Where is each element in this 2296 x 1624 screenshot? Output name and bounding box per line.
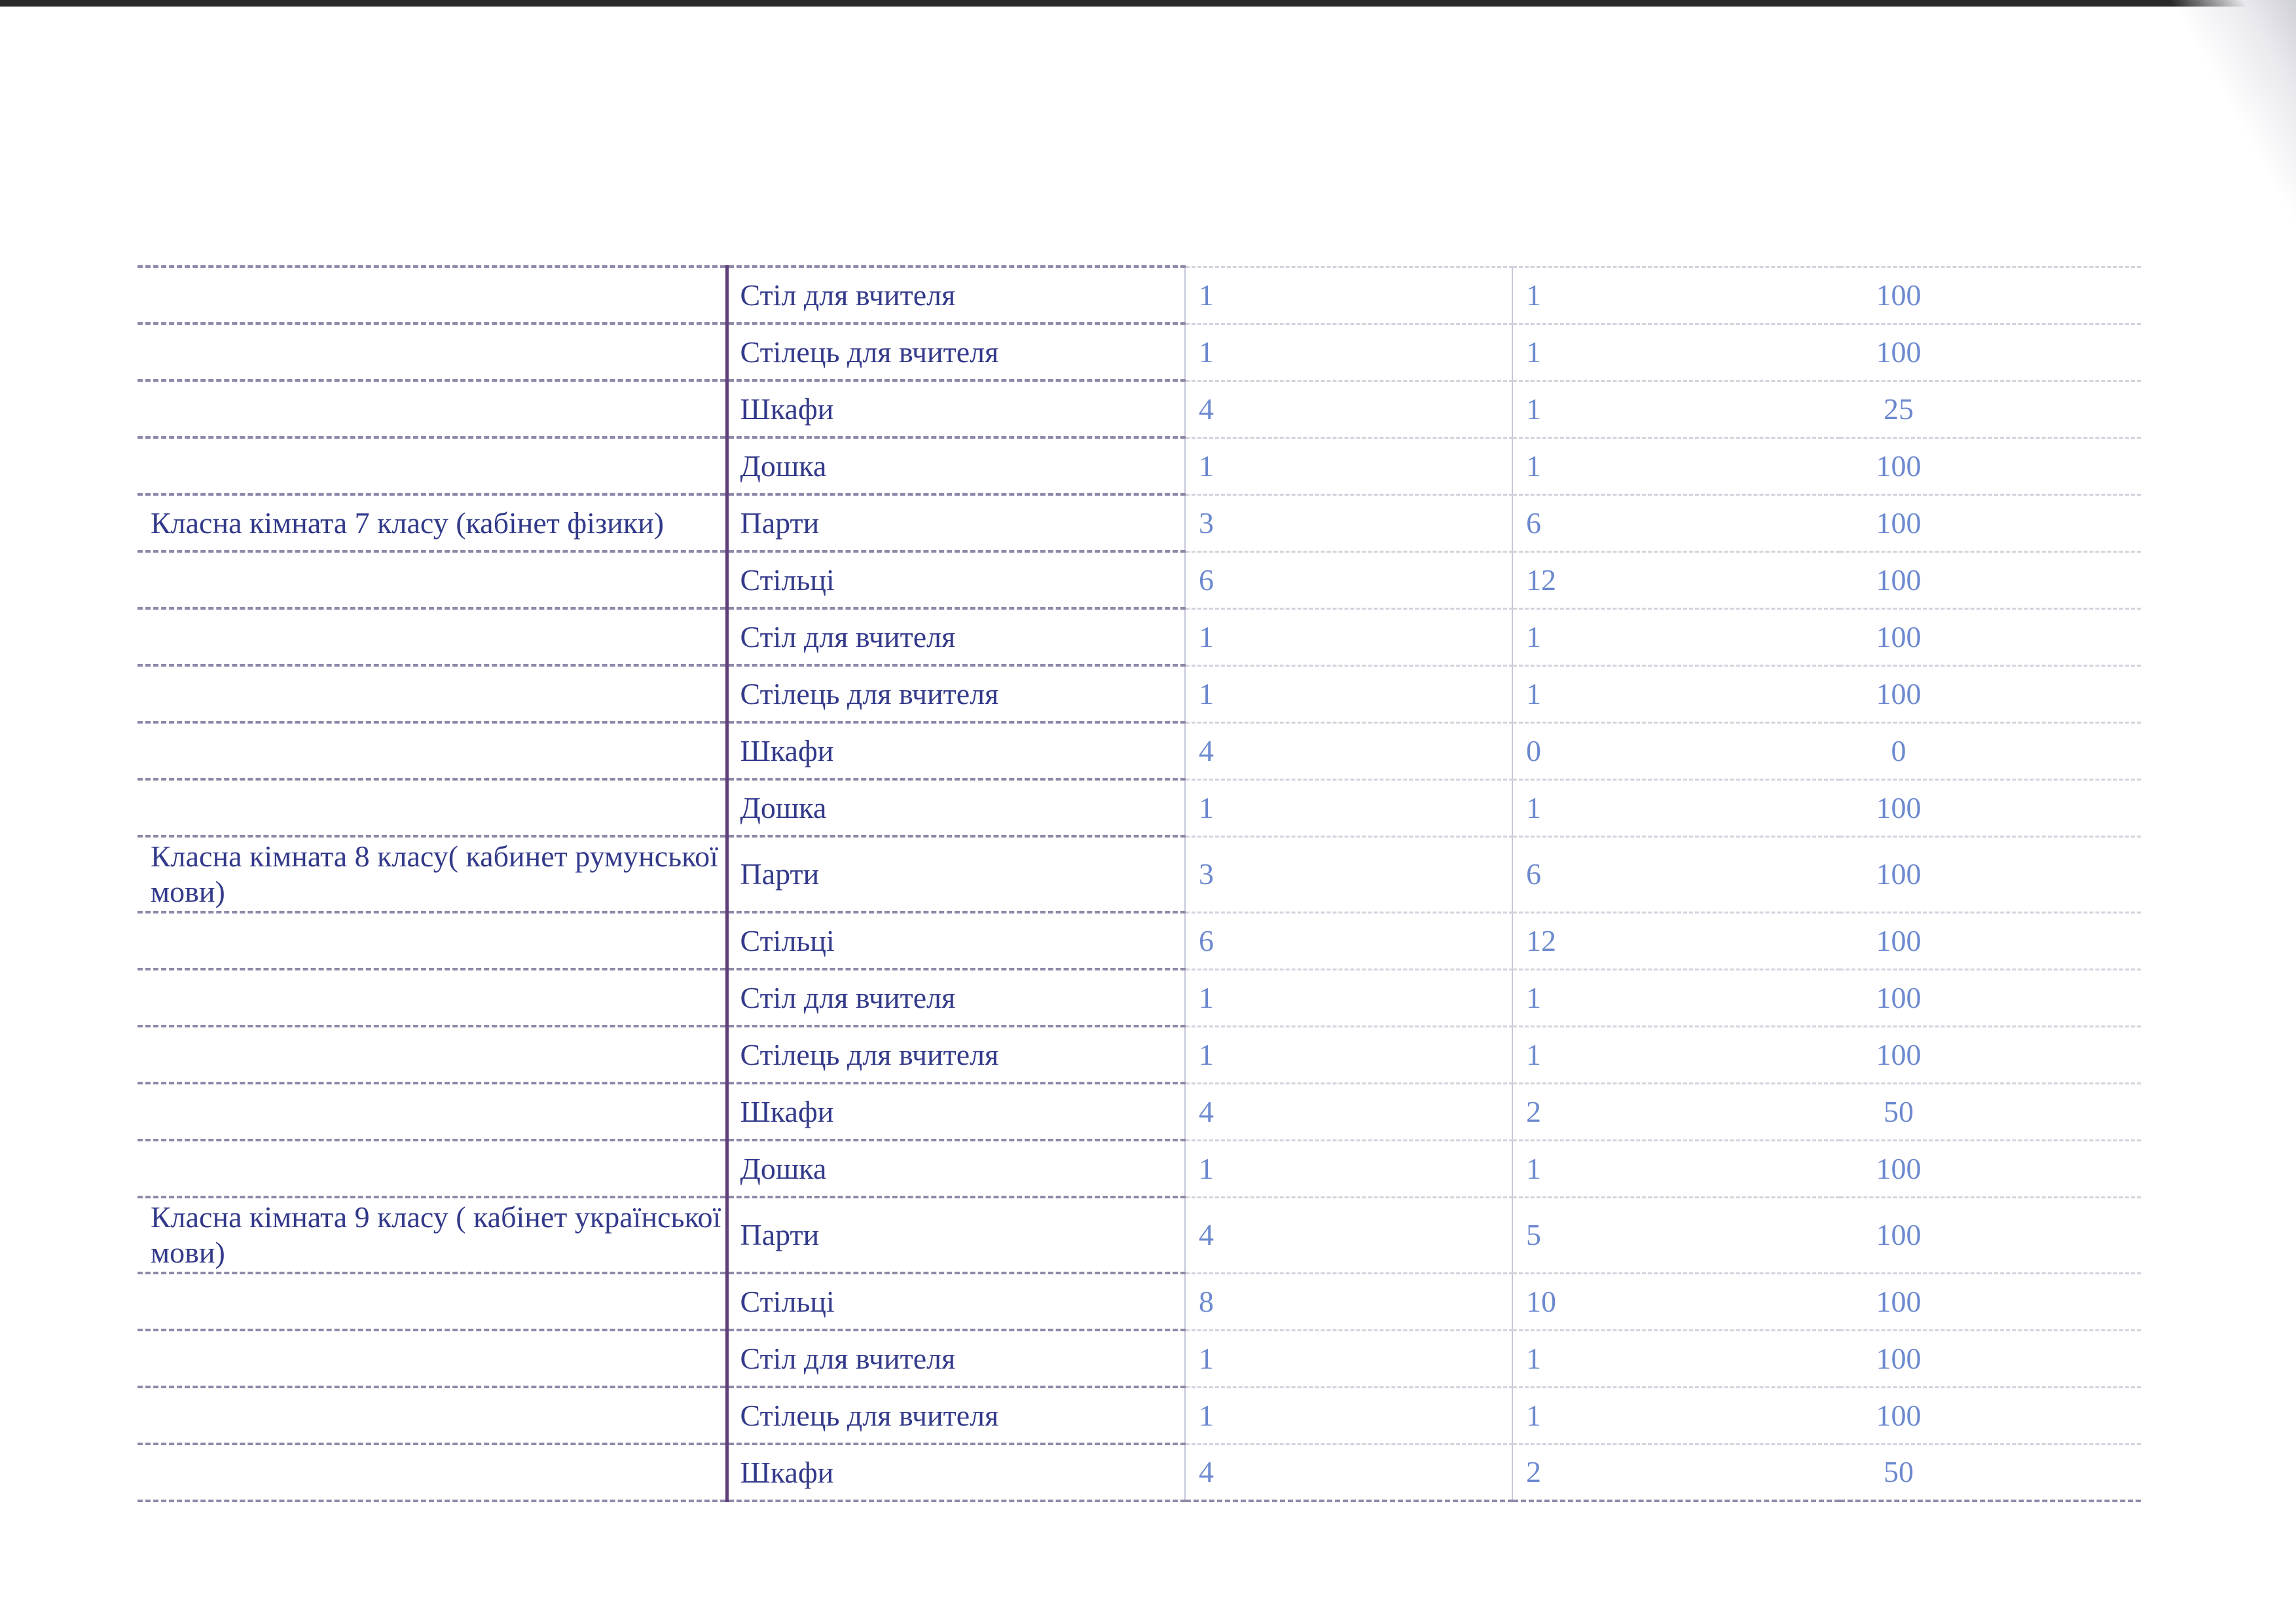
table-row (137, 836, 2141, 912)
percent-cell (1840, 836, 2141, 912)
item-cell: Стілець для вчителя (727, 323, 1185, 380)
item-cell: Шкафи (727, 1444, 1185, 1501)
required-count-cell: 1 (1185, 1330, 1512, 1387)
percent-cell (1840, 912, 2141, 969)
available-count-cell: 0 (1512, 722, 1840, 779)
item-cell: Стіл для вчителя (727, 608, 1185, 665)
required-count-cell: 1 (1185, 267, 1512, 323)
table-row (137, 665, 2141, 722)
percent-cell (1840, 1330, 2141, 1387)
required-count-cell: 1 (1185, 608, 1512, 665)
room-cell (137, 969, 727, 1026)
room-cell (137, 267, 727, 323)
percent-value: 100 (1876, 335, 1922, 369)
room-cell (137, 912, 727, 969)
available-count-cell: 1 (1512, 608, 1840, 665)
item-cell: Стілець для вчителя (727, 1387, 1185, 1444)
item-cell: Стіл для вчителя (727, 267, 1185, 323)
table-row (137, 1083, 2141, 1140)
required-count-cell: 6 (1185, 551, 1512, 608)
item-cell: Стільці (727, 551, 1185, 608)
required-count-cell: 4 (1185, 1197, 1512, 1273)
percent-cell (1840, 1273, 2141, 1330)
percent-cell (1840, 1444, 2141, 1501)
percent-cell (1840, 1197, 2141, 1273)
percent-cell (1840, 665, 2141, 722)
item-cell: Парти (727, 836, 1185, 912)
percent-value: 100 (1876, 857, 1922, 891)
percent-cell (1840, 1083, 2141, 1140)
percent-cell (1840, 437, 2141, 494)
room-cell: Класна кімната 9 класу ( кабінет української мови) (137, 1197, 727, 1273)
required-count-cell: 1 (1185, 969, 1512, 1026)
item-cell: Стіл для вчителя (727, 969, 1185, 1026)
item-cell: Шкафи (727, 380, 1185, 437)
percent-value: 100 (1876, 278, 1922, 312)
percent-value: 100 (1876, 619, 1922, 654)
percent-cell (1840, 1026, 2141, 1083)
room-cell (137, 437, 727, 494)
table-row (137, 1387, 2141, 1444)
available-count-cell: 10 (1512, 1273, 1840, 1330)
percent-value: 100 (1876, 449, 1922, 483)
available-count-cell: 1 (1512, 267, 1840, 323)
available-count-cell: 5 (1512, 1197, 1840, 1273)
table-row (137, 267, 2141, 323)
room-cell: Класна кімната 7 класу (кабінет фізики) (137, 494, 727, 551)
required-count-cell: 1 (1185, 665, 1512, 722)
table-row (137, 1026, 2141, 1083)
percent-cell (1840, 1140, 2141, 1197)
percent-value: 100 (1876, 563, 1922, 597)
table-row (137, 1140, 2141, 1197)
available-count-cell: 6 (1512, 836, 1840, 912)
percent-value: 100 (1876, 1398, 1922, 1432)
available-count-cell: 1 (1512, 779, 1840, 836)
room-cell (137, 1444, 727, 1501)
percent-value: 50 (1884, 1455, 1914, 1489)
table-row (137, 323, 2141, 380)
available-count-cell: 12 (1512, 551, 1840, 608)
percent-cell (1840, 380, 2141, 437)
item-cell: Шкафи (727, 722, 1185, 779)
table-row (137, 494, 2141, 551)
percent-value: 100 (1876, 923, 1922, 957)
percent-cell (1840, 267, 2141, 323)
room-cell (137, 722, 727, 779)
percent-value: 100 (1876, 1151, 1922, 1185)
table-row (137, 969, 2141, 1026)
room-cell (137, 1387, 727, 1444)
available-count-cell: 1 (1512, 1387, 1840, 1444)
available-count-cell: 1 (1512, 380, 1840, 437)
required-count-cell: 1 (1185, 323, 1512, 380)
percent-value: 100 (1876, 1284, 1922, 1318)
table-row (137, 912, 2141, 969)
room-cell (137, 551, 727, 608)
table-row (137, 380, 2141, 437)
required-count-cell: 4 (1185, 1083, 1512, 1140)
available-count-cell: 2 (1512, 1083, 1840, 1140)
percent-cell (1840, 608, 2141, 665)
room-cell (137, 1140, 727, 1197)
item-cell: Дошка (727, 779, 1185, 836)
required-count-cell: 1 (1185, 1026, 1512, 1083)
available-count-cell: 1 (1512, 1330, 1840, 1387)
table-row (137, 437, 2141, 494)
available-count-cell: 1 (1512, 1140, 1840, 1197)
table-row (137, 551, 2141, 608)
required-count-cell: 4 (1185, 1444, 1512, 1501)
percent-value: 100 (1876, 1037, 1922, 1071)
percent-value: 25 (1884, 392, 1914, 426)
percent-value: 100 (1876, 1218, 1922, 1251)
room-cell (137, 608, 727, 665)
room-cell (137, 665, 727, 722)
equipment-table (137, 265, 2141, 1502)
available-count-cell: 1 (1512, 665, 1840, 722)
table-row (137, 608, 2141, 665)
item-cell: Парти (727, 1197, 1185, 1273)
percent-value: 100 (1876, 506, 1922, 540)
table-row (137, 779, 2141, 836)
table-row (137, 1273, 2141, 1330)
item-cell: Стільці (727, 1273, 1185, 1330)
item-cell: Шкафи (727, 1083, 1185, 1140)
required-count-cell: 1 (1185, 1140, 1512, 1197)
room-cell (137, 380, 727, 437)
percent-cell (1840, 722, 2141, 779)
required-count-cell: 1 (1185, 437, 1512, 494)
required-count-cell: 6 (1185, 912, 1512, 969)
room-cell (137, 779, 727, 836)
table-row (137, 722, 2141, 779)
table-row (137, 1444, 2141, 1501)
percent-cell (1840, 323, 2141, 380)
item-cell: Стілець для вчителя (727, 665, 1185, 722)
available-count-cell: 1 (1512, 969, 1840, 1026)
percent-cell (1840, 551, 2141, 608)
percent-value: 100 (1876, 676, 1922, 710)
room-cell (137, 1026, 727, 1083)
item-cell: Стілець для вчителя (727, 1026, 1185, 1083)
available-count-cell: 1 (1512, 437, 1840, 494)
required-count-cell: 3 (1185, 836, 1512, 912)
item-cell: Парти (727, 494, 1185, 551)
percent-cell (1840, 969, 2141, 1026)
required-count-cell: 8 (1185, 1273, 1512, 1330)
item-cell: Стіл для вчителя (727, 1330, 1185, 1387)
available-count-cell: 2 (1512, 1444, 1840, 1501)
percent-cell (1840, 779, 2141, 836)
percent-value: 100 (1876, 980, 1922, 1014)
table-row (137, 1197, 2141, 1273)
available-count-cell: 1 (1512, 1026, 1840, 1083)
required-count-cell: 4 (1185, 380, 1512, 437)
required-count-cell: 4 (1185, 722, 1512, 779)
percent-cell (1840, 1387, 2141, 1444)
percent-value: 50 (1884, 1094, 1914, 1128)
available-count-cell: 1 (1512, 323, 1840, 380)
available-count-cell: 12 (1512, 912, 1840, 969)
room-cell (137, 1083, 727, 1140)
room-cell (137, 1330, 727, 1387)
equipment-table-body (137, 267, 2141, 1501)
item-cell: Дошка (727, 437, 1185, 494)
percent-cell (1840, 494, 2141, 551)
percent-value: 0 (1891, 733, 1906, 767)
required-count-cell: 1 (1185, 1387, 1512, 1444)
item-cell: Дошка (727, 1140, 1185, 1197)
room-cell: Класна кімната 8 класу( кабинет румунської мови) (137, 836, 727, 912)
required-count-cell: 3 (1185, 494, 1512, 551)
percent-value: 100 (1876, 790, 1922, 824)
item-cell: Стільці (727, 912, 1185, 969)
room-cell (137, 1273, 727, 1330)
table-row (137, 1330, 2141, 1387)
percent-value: 100 (1876, 1341, 1922, 1375)
required-count-cell: 1 (1185, 779, 1512, 836)
room-cell (137, 323, 727, 380)
available-count-cell: 6 (1512, 494, 1840, 551)
